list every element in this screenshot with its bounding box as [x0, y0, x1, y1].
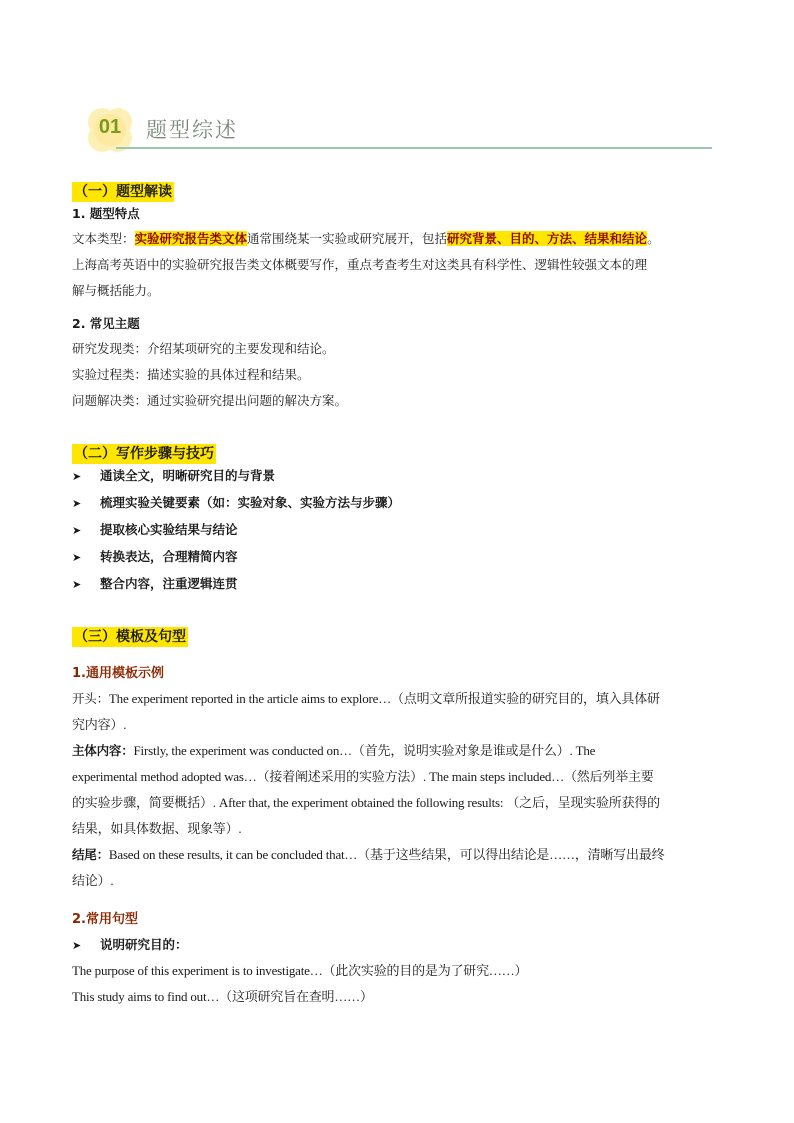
step-item: [72, 466, 275, 484]
arrow-bullet-icon: ➤: [72, 578, 82, 591]
topic-item: 研究发现类：介绍某项研究的主要发现和结论。: [72, 341, 335, 356]
topic-list: [72, 336, 724, 414]
step-item: [72, 547, 238, 565]
ending-line: [72, 842, 724, 868]
body-text: Firstly, the experiment was conducted on…（首先，说明实验对象是谁或是什么）. The: [133, 743, 596, 758]
arrow-bullet-icon: ➤: [72, 497, 82, 510]
body-line: [72, 738, 724, 764]
arrow-bullet-icon: ➤: [72, 939, 82, 952]
arrow-bullet-icon: ➤: [72, 470, 82, 483]
section-number-badge: [82, 102, 138, 158]
opening-line: [72, 686, 724, 712]
purpose-label: 说明研究目的：: [100, 937, 188, 952]
paragraph-line: [72, 226, 724, 252]
highlight-structure: 研究背景、目的、方法、结果和结论: [447, 231, 648, 246]
part3-heading-2: 2.常用句型: [72, 912, 138, 927]
ending-label: 结尾：: [72, 847, 109, 862]
template-block: [72, 686, 724, 894]
ending-text-cont: 结论）.: [72, 873, 114, 888]
section-number: 01: [98, 116, 122, 138]
text-type-label: 文本类型：: [72, 231, 135, 246]
sentence-item: This study aims to find out…（这项研究旨在查明……）: [72, 989, 373, 1004]
purpose-heading: [72, 935, 188, 953]
step-item: [72, 493, 400, 511]
part1-heading-2: 2. 常见主题: [72, 316, 140, 331]
body-text: 结果，如具体数据、现象等）.: [72, 821, 242, 836]
sentence-item: The purpose of this experiment is to investigate…（此次实验的目的是为了研究……）: [72, 963, 528, 978]
section-header: [82, 102, 712, 158]
section-title: 题型综述: [146, 118, 238, 142]
opening-label: 开头：: [72, 691, 109, 706]
paragraph-text: 。: [647, 231, 660, 246]
step-item: [72, 520, 238, 538]
sentence-list: [72, 958, 724, 1010]
opening-text-cont: 究内容）.: [72, 717, 127, 732]
paragraph-line: 上海高考英语中的实验研究报告类文体概要写作，重点考查考生对这类具有科学性、逻辑性较强文本的理: [72, 257, 648, 272]
highlight-genre: 实验研究报告类文体: [134, 231, 248, 246]
part3-heading-1: 1.通用模板示例: [72, 666, 164, 681]
part1-title: （一）题型解读: [74, 184, 172, 200]
body-text: 的实验步骤，简要概括）. After that, the experiment obtained the following results: （之后，呈现实验所获得的: [72, 795, 660, 810]
step-text: 整合内容，注重逻辑连贯: [100, 576, 238, 591]
topic-item: 实验过程类：描述实验的具体过程和结果。: [72, 367, 310, 382]
part3-title: （三）模板及句型: [74, 629, 186, 645]
step-item: [72, 574, 238, 592]
step-text: 通读全文，明晰研究目的与背景: [100, 468, 276, 483]
part1-paragraph: [72, 226, 724, 304]
step-text: 提取核心实验结果与结论: [100, 522, 238, 537]
body-label: 主体内容：: [72, 743, 134, 758]
topic-item: 问题解决类：通过实验研究提出问题的解决方案。: [72, 393, 348, 408]
part2-title: （二）写作步骤与技巧: [74, 446, 214, 462]
paragraph-line: 解与概括能力。: [72, 283, 160, 298]
section-divider: [116, 147, 712, 149]
arrow-bullet-icon: ➤: [72, 524, 82, 537]
step-text: 转换表达，合理精简内容: [100, 549, 238, 564]
paragraph-text: 通常围绕某一实验或研究展开，包括: [247, 231, 448, 246]
arrow-bullet-icon: ➤: [72, 551, 82, 564]
part1-heading-1: 1. 题型特点: [72, 206, 140, 221]
step-text: 梳理实验关键要素（如：实验对象、实验方法与步骤）: [100, 495, 401, 510]
ending-text: Based on these results, it can be concluded that…（基于这些结果，可以得出结论是……，清晰写出最终: [108, 847, 665, 862]
body-text: experimental method adopted was…（接着阐述采用的实验方法）. The main steps included…（然后列举主要: [72, 769, 654, 784]
opening-text: The experiment reported in the article aims to explore…（点明文章所报道实验的研究目的，填入具体研: [108, 691, 660, 706]
